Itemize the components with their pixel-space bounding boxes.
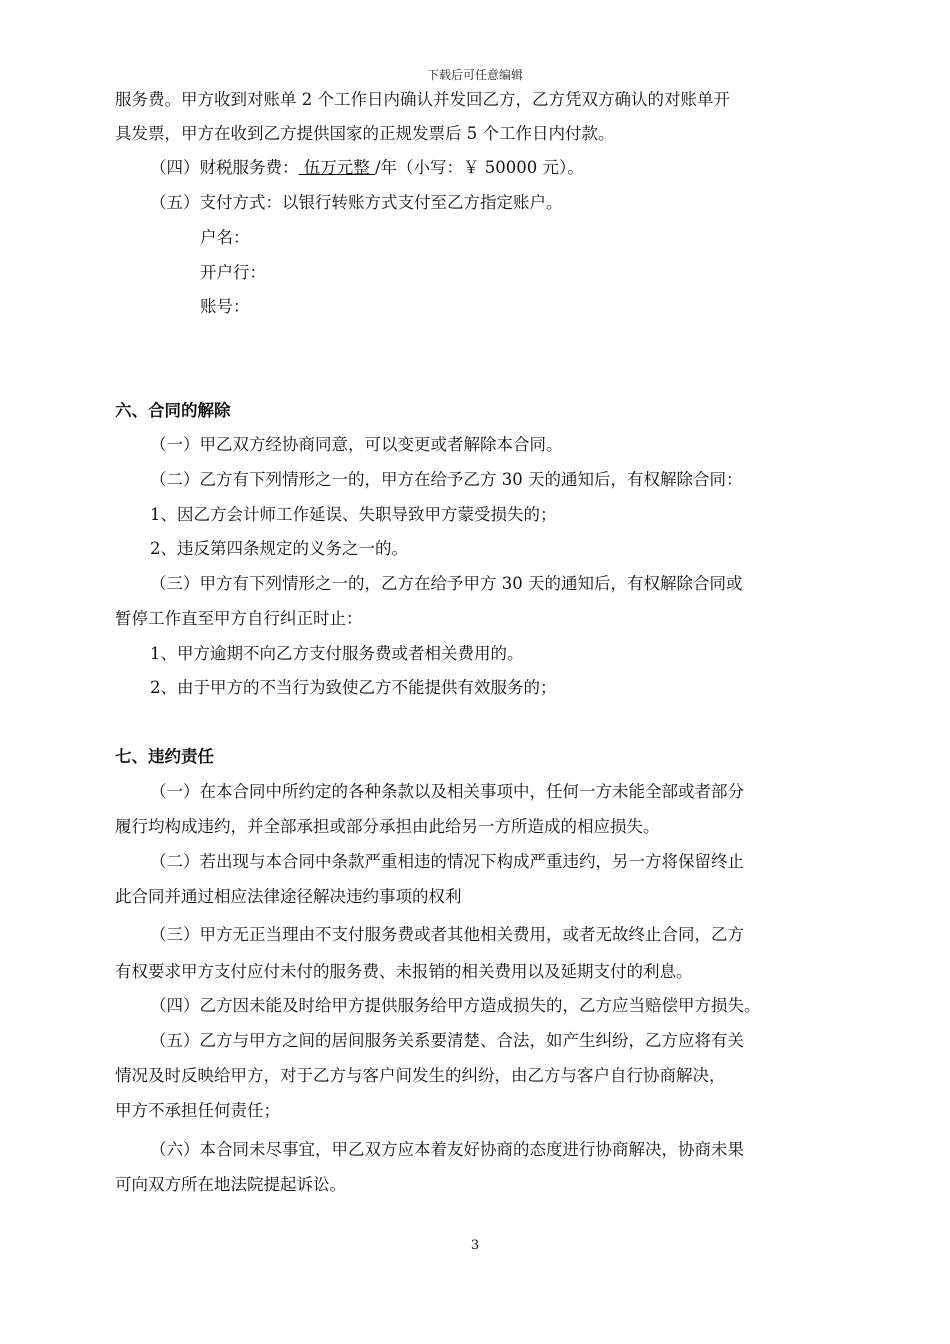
bank-label: 开户行： <box>200 263 266 282</box>
page-header: 下载后可任意编辑 <box>426 68 523 82</box>
clause-line: 2、由于甲方的不当行为致使乙方不能提供有效服务的； <box>150 678 557 697</box>
section-title: 六、合同的解除 <box>115 401 231 420</box>
clause-line: （一）在本合同中所约定的各种条款以及相关事项中，任何一方未能全部或者部分 <box>150 782 744 801</box>
clause-line: （二）乙方有下列情形之一的，甲方在给予乙方 30 天的通知后，有权解除合同： <box>150 470 743 489</box>
clause-line: 有权要求甲方支付应付未付的服务费、未报销的相关费用以及延期支付的利息。 <box>115 962 693 981</box>
clause-line: 2、违反第四条规定的义务之一的。 <box>150 539 408 558</box>
paragraph-line: 服务费。甲方收到对账单 2 个工作日内确认并发回乙方，乙方凭双方确认的对账单开 <box>115 90 730 109</box>
service-fee-line <box>150 158 885 178</box>
clause-line: （三）甲方有下列情形之一的，乙方在给予甲方 30 天的通知后，有权解除合同或 <box>150 574 743 593</box>
clause-line: 履行均构成违约，并全部承担或部分承担由此给另一方所造成的相应损失。 <box>115 817 660 836</box>
clause-line: （三）甲方无正当理由不支付服务费或者其他相关费用，或者无故终止合同，乙方 <box>150 925 744 944</box>
clause-line: 1、因乙方会计师工作延误、失职导致甲方蒙受损失的； <box>150 505 557 524</box>
fee-label: （四）财税服务费： <box>150 158 299 177</box>
paragraph-line: 具发票，甲方在收到乙方提供国家的正规发票后 5 个工作日内付款。 <box>115 124 615 143</box>
clause-line: 情况及时反映给甲方，对于乙方与客户间发生的纠纷，由乙方与客户自行协商解决， <box>115 1066 726 1085</box>
fee-suffix: /年（小写：￥ 50000 元）。 <box>375 158 584 177</box>
fee-amount: 伍万元整 <box>298 158 375 177</box>
clause-line: （五）乙方与甲方之间的居间服务关系要清楚、合法，如产生纠纷，乙方应将有关 <box>150 1031 744 1050</box>
page-number: 3 <box>470 1238 480 1253</box>
clause-line: 此合同并通过相应法律途径解决违约事项的权利 <box>115 887 462 906</box>
payment-method: （五）支付方式：以银行转账方式支付至乙方指定账户。 <box>150 193 563 212</box>
clause-line: （六）本合同未尽事宜，甲乙双方应本着友好协商的态度进行协商解决，协商未果 <box>150 1140 744 1159</box>
section-title: 七、违约责任 <box>115 747 214 766</box>
clause-line: 可向双方所在地法院提起诉讼。 <box>115 1175 346 1194</box>
clause-line: （二）若出现与本合同中条款严重相违的情况下构成严重违约，另一方将保留终止 <box>150 852 744 871</box>
clause-line: （四）乙方因未能及时给甲方提供服务给甲方造成损失的，乙方应当赔偿甲方损失。 <box>150 996 761 1015</box>
clause-line: 1、甲方逾期不向乙方支付服务费或者相关费用的。 <box>150 644 524 663</box>
account-name-label: 户名： <box>200 228 250 247</box>
account-number-label: 账号： <box>200 297 250 316</box>
clause-line: （一）甲乙双方经协商同意，可以变更或者解除本合同。 <box>150 435 563 454</box>
clause-line: 暂停工作直至甲方自行纠正时止： <box>115 609 363 628</box>
clause-line: 甲方不承担任何责任； <box>115 1101 280 1120</box>
